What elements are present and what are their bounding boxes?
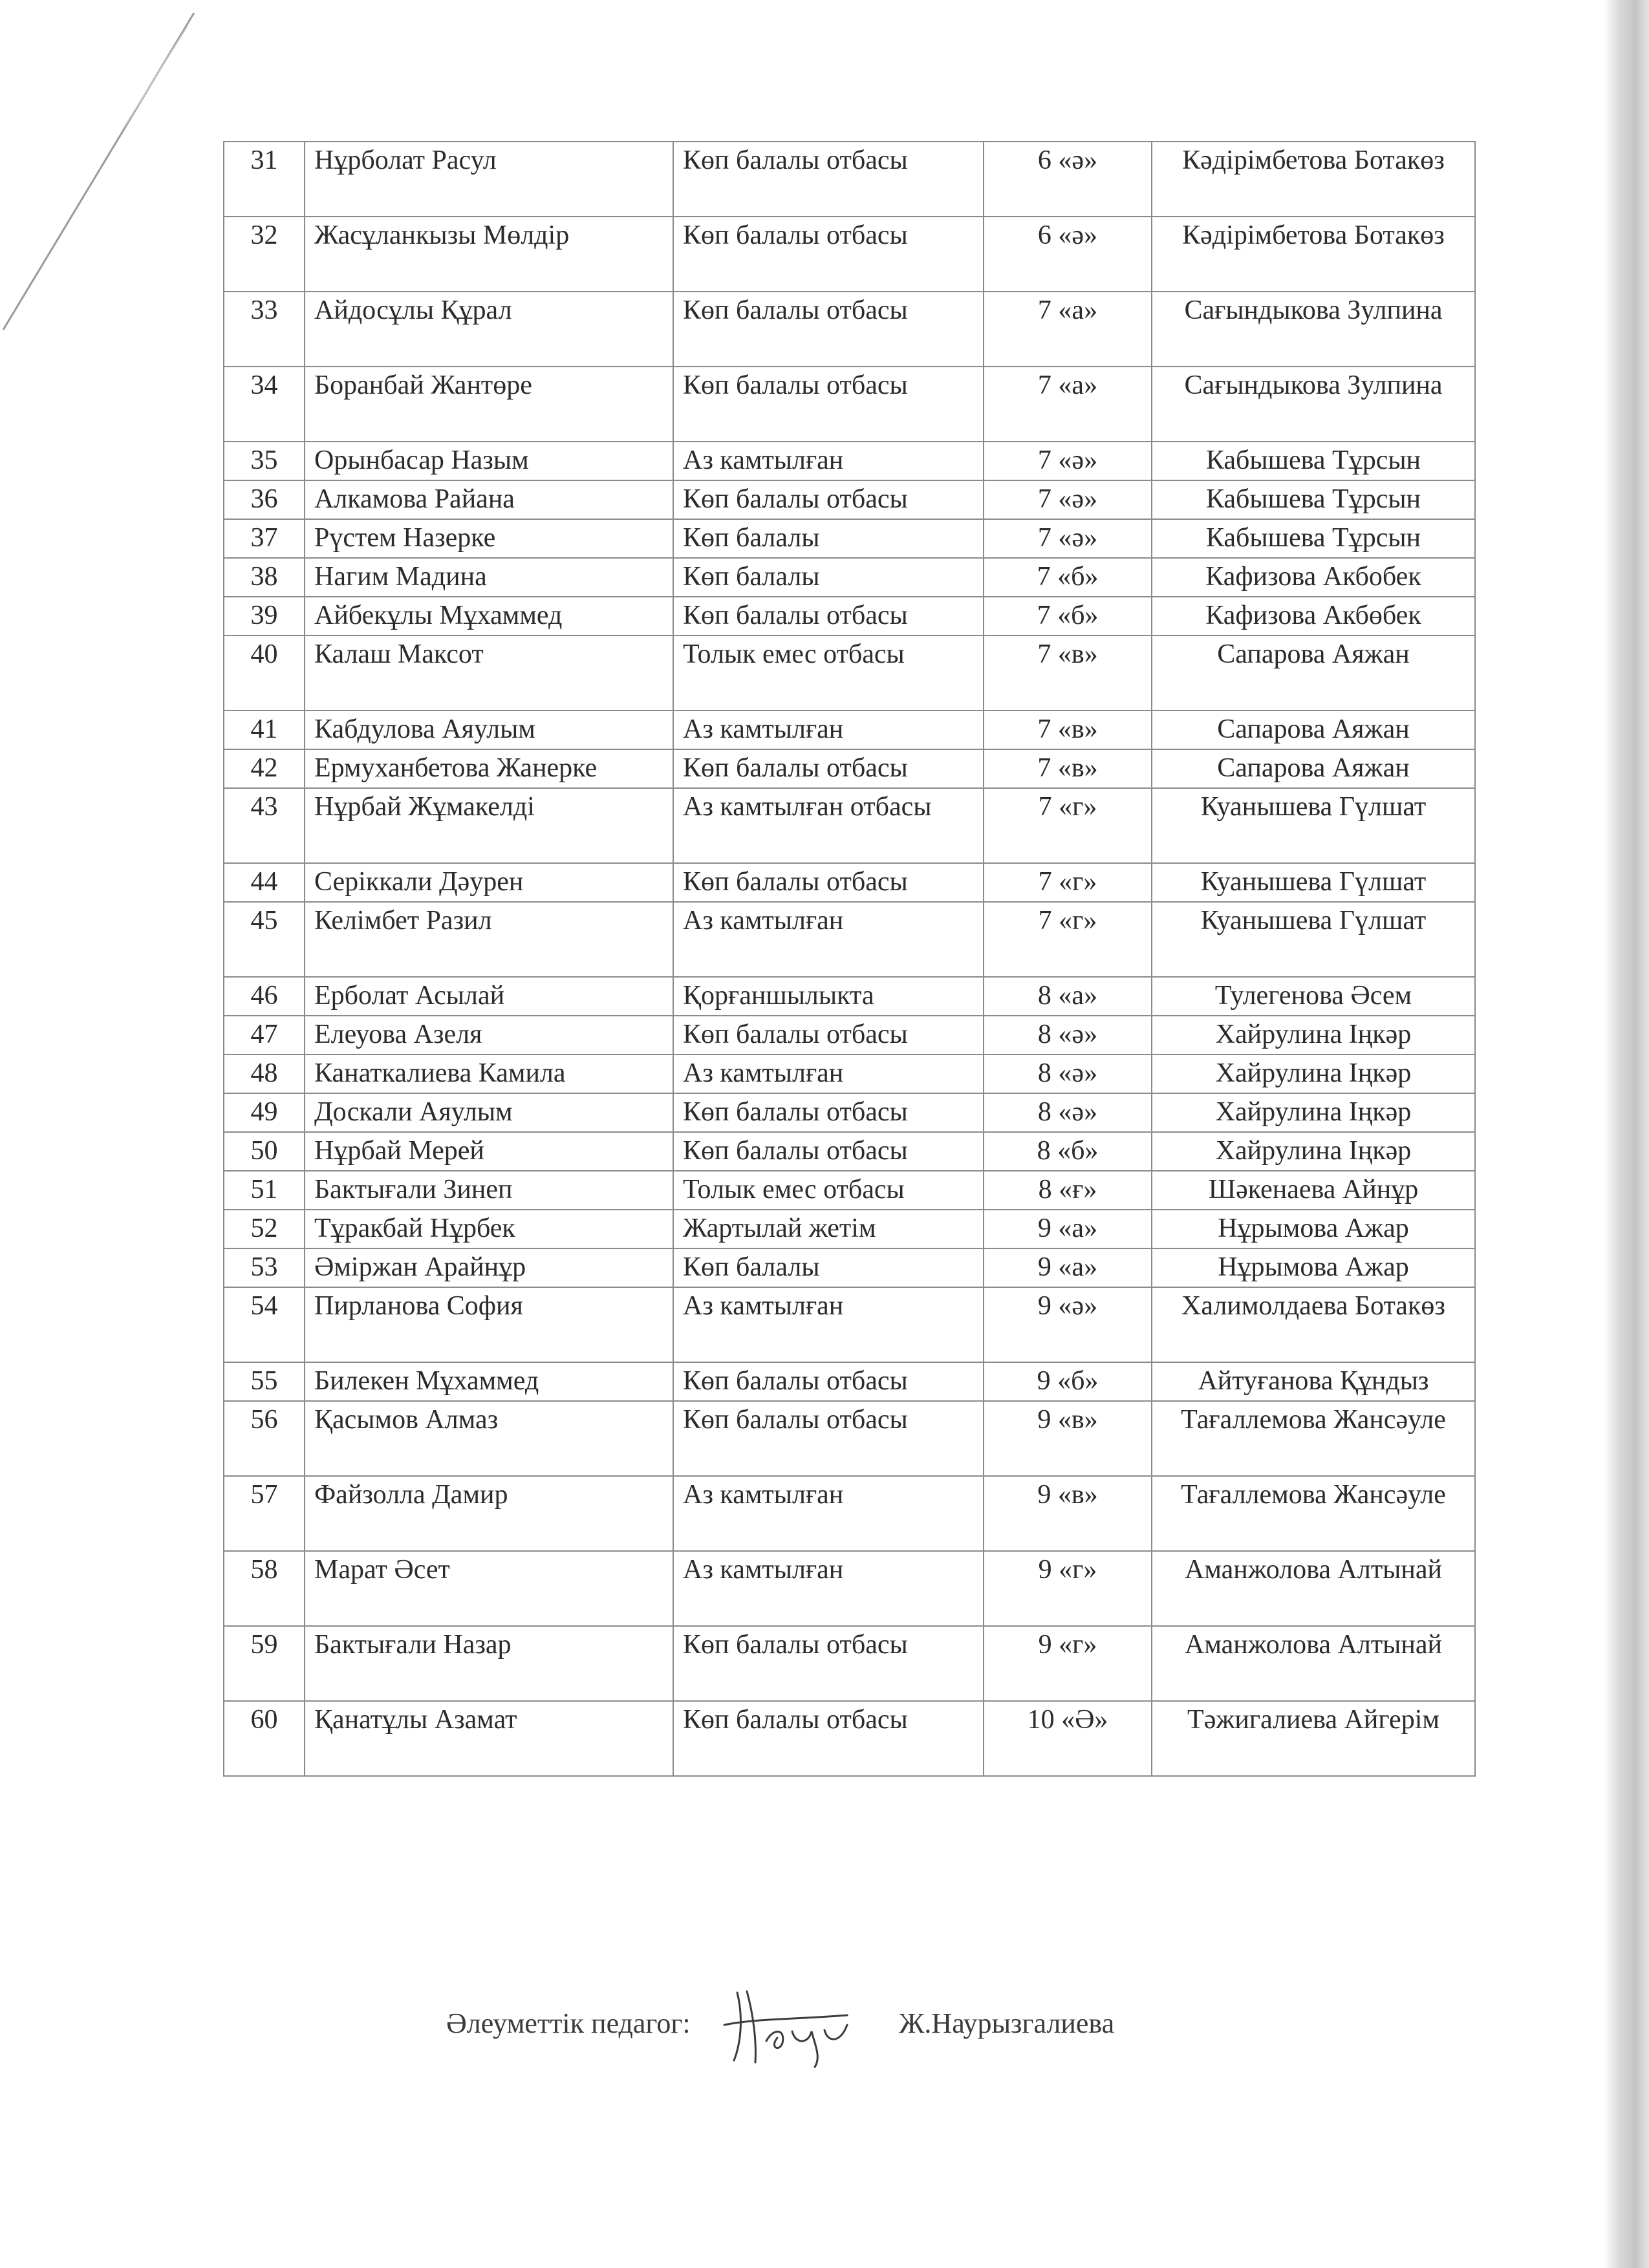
- family-status: Көп балалы отбасы: [673, 1362, 984, 1401]
- student-name: Пирланова София: [305, 1287, 673, 1362]
- class-grade: 7 «в»: [984, 711, 1152, 749]
- class-grade: 7 «г»: [984, 788, 1152, 863]
- table-row: [224, 902, 1475, 977]
- class-teacher: Куанышева Гүлшат: [1152, 863, 1475, 902]
- family-status: Көп балалы отбасы: [673, 1016, 984, 1054]
- students-table-body: [224, 142, 1475, 1776]
- class-teacher: Халимолдаева Ботакөз: [1152, 1287, 1475, 1362]
- row-number: 52: [224, 1210, 305, 1248]
- student-name: Қанатұлы Азамат: [305, 1701, 673, 1776]
- student-name: Әміржан Арайнұр: [305, 1248, 673, 1287]
- class-grade: 7 «ә»: [984, 442, 1152, 480]
- student-name: Файзолла Дамир: [305, 1476, 673, 1551]
- family-status: Көп балалы отбасы: [673, 749, 984, 788]
- table-row: [224, 1287, 1475, 1362]
- student-name: Кабдулова Аяулым: [305, 711, 673, 749]
- class-grade: 8 «а»: [984, 977, 1152, 1016]
- table-row: [224, 1701, 1475, 1776]
- class-teacher: Нұрымова Ажар: [1152, 1248, 1475, 1287]
- class-grade: 7 «в»: [984, 636, 1152, 711]
- class-grade: 9 «в»: [984, 1476, 1152, 1551]
- table-row: [224, 1626, 1475, 1701]
- family-status: Аз камтылған: [673, 442, 984, 480]
- row-number: 41: [224, 711, 305, 749]
- class-grade: 7 «б»: [984, 597, 1152, 636]
- class-grade: 8 «ғ»: [984, 1171, 1152, 1210]
- row-number: 47: [224, 1016, 305, 1054]
- row-number: 51: [224, 1171, 305, 1210]
- class-teacher: Куанышева Гүлшат: [1152, 902, 1475, 977]
- student-name: Алкамова Райана: [305, 480, 673, 519]
- table-row: [224, 442, 1475, 480]
- row-number: 36: [224, 480, 305, 519]
- class-teacher: Сапарова Аяжан: [1152, 711, 1475, 749]
- family-status: Қорғаншылыкта: [673, 977, 984, 1016]
- class-teacher: Тәжигалиева Айгерім: [1152, 1701, 1475, 1776]
- row-number: 49: [224, 1093, 305, 1132]
- table-row: [224, 1362, 1475, 1401]
- class-teacher: Тағаллемова Жансәуле: [1152, 1401, 1475, 1476]
- class-grade: 9 «в»: [984, 1401, 1152, 1476]
- table-row: [224, 1171, 1475, 1210]
- table-row: [224, 1016, 1475, 1054]
- footer-signature-block: [446, 1986, 1222, 2070]
- scan-artifact-line: [0, 0, 233, 336]
- table-row: [224, 1132, 1475, 1171]
- class-teacher: Нұрымова Ажар: [1152, 1210, 1475, 1248]
- class-grade: 9 «г»: [984, 1551, 1152, 1626]
- family-status: Аз камтылған: [673, 1054, 984, 1093]
- row-number: 31: [224, 142, 305, 217]
- class-teacher: Кәдірімбетова Ботакөз: [1152, 217, 1475, 292]
- table-row: [224, 292, 1475, 367]
- family-status: Аз камтылған: [673, 711, 984, 749]
- row-number: 57: [224, 1476, 305, 1551]
- family-status: Көп балалы отбасы: [673, 142, 984, 217]
- class-teacher: Аманжолова Алтынай: [1152, 1626, 1475, 1701]
- table-row: [224, 1401, 1475, 1476]
- table-row: [224, 597, 1475, 636]
- table-row: [224, 711, 1475, 749]
- table-row: [224, 1248, 1475, 1287]
- row-number: 48: [224, 1054, 305, 1093]
- family-status: Толык емес отбасы: [673, 1171, 984, 1210]
- table-row: [224, 1093, 1475, 1132]
- family-status: Аз камтылған: [673, 1476, 984, 1551]
- class-teacher: Сағындыкова Зулпина: [1152, 292, 1475, 367]
- table-row: [224, 1210, 1475, 1248]
- row-number: 53: [224, 1248, 305, 1287]
- class-grade: 7 «ә»: [984, 480, 1152, 519]
- student-name: Тұракбай Нұрбек: [305, 1210, 673, 1248]
- class-teacher: Кабышева Тұрсын: [1152, 519, 1475, 558]
- students-table: [223, 141, 1476, 1777]
- row-number: 32: [224, 217, 305, 292]
- student-name: Марат Әсет: [305, 1551, 673, 1626]
- class-teacher: Куанышева Гүлшат: [1152, 788, 1475, 863]
- row-number: 55: [224, 1362, 305, 1401]
- table-row: [224, 142, 1475, 217]
- class-teacher: Хайрулина Іңкәр: [1152, 1093, 1475, 1132]
- row-number: 46: [224, 977, 305, 1016]
- table-row: [224, 217, 1475, 292]
- table-row: [224, 977, 1475, 1016]
- class-teacher: Тулегенова Әсем: [1152, 977, 1475, 1016]
- student-name: Калаш Максот: [305, 636, 673, 711]
- class-teacher: Айтуғанова Құндыз: [1152, 1362, 1475, 1401]
- row-number: 58: [224, 1551, 305, 1626]
- class-grade: 8 «ә»: [984, 1093, 1152, 1132]
- class-teacher: Кафизова Акбөбек: [1152, 597, 1475, 636]
- family-status: Көп балалы отбасы: [673, 1401, 984, 1476]
- class-grade: 8 «б»: [984, 1132, 1152, 1171]
- class-teacher: Сағындыкова Зулпина: [1152, 367, 1475, 442]
- footer-name: Ж.Наурызгалиева: [899, 2007, 1115, 2039]
- table-row: [224, 863, 1475, 902]
- table-row: [224, 749, 1475, 788]
- row-number: 56: [224, 1401, 305, 1476]
- class-grade: 9 «ә»: [984, 1287, 1152, 1362]
- row-number: 34: [224, 367, 305, 442]
- family-status: Толык емес отбасы: [673, 636, 984, 711]
- class-grade: 7 «в»: [984, 749, 1152, 788]
- student-name: Боранбай Жантөре: [305, 367, 673, 442]
- class-teacher: Кабышева Тұрсын: [1152, 442, 1475, 480]
- family-status: Көп балалы отбасы: [673, 292, 984, 367]
- class-grade: 6 «ә»: [984, 142, 1152, 217]
- row-number: 54: [224, 1287, 305, 1362]
- class-teacher: Сапарова Аяжан: [1152, 636, 1475, 711]
- class-teacher: Аманжолова Алтынай: [1152, 1551, 1475, 1626]
- class-teacher: Кабышева Тұрсын: [1152, 480, 1475, 519]
- student-name: Орынбасар Назым: [305, 442, 673, 480]
- row-number: 39: [224, 597, 305, 636]
- student-name: Рүстем Назерке: [305, 519, 673, 558]
- class-grade: 7 «ә»: [984, 519, 1152, 558]
- table-row: [224, 519, 1475, 558]
- student-name: Билекен Мұхаммед: [305, 1362, 673, 1401]
- student-name: Ермуханбетова Жанерке: [305, 749, 673, 788]
- family-status: Көп балалы отбасы: [673, 367, 984, 442]
- family-status: Көп балалы отбасы: [673, 1626, 984, 1701]
- class-grade: 7 «г»: [984, 902, 1152, 977]
- family-status: Көп балалы отбасы: [673, 1132, 984, 1171]
- family-status: Аз камтылған: [673, 902, 984, 977]
- student-name: Доскали Аяулым: [305, 1093, 673, 1132]
- class-grade: 7 «г»: [984, 863, 1152, 902]
- footer-label: Әлеуметтік педагог:: [446, 2007, 691, 2039]
- class-teacher: Хайрулина Іңкәр: [1152, 1054, 1475, 1093]
- table-row: [224, 788, 1475, 863]
- class-teacher: Хайрулина Іңкәр: [1152, 1132, 1475, 1171]
- family-status: Көп балалы: [673, 558, 984, 597]
- row-number: 40: [224, 636, 305, 711]
- student-name: Қасымов Алмаз: [305, 1401, 673, 1476]
- class-teacher: Шәкенаева Айнұр: [1152, 1171, 1475, 1210]
- student-name: Канаткалиева Камила: [305, 1054, 673, 1093]
- family-status: Көп балалы отбасы: [673, 480, 984, 519]
- student-name: Айбекұлы Мұхаммед: [305, 597, 673, 636]
- row-number: 38: [224, 558, 305, 597]
- family-status: Көп балалы: [673, 519, 984, 558]
- class-teacher: Хайрулина Іңкәр: [1152, 1016, 1475, 1054]
- document-sheet: [223, 141, 1474, 1777]
- class-teacher: Тағаллемова Жансәуле: [1152, 1476, 1475, 1551]
- student-name: Нұрболат Расул: [305, 142, 673, 217]
- student-name: Бактығали Назар: [305, 1626, 673, 1701]
- class-grade: 10 «Ә»: [984, 1701, 1152, 1776]
- student-name: Келімбет Разил: [305, 902, 673, 977]
- class-teacher: Сапарова Аяжан: [1152, 749, 1475, 788]
- row-number: 60: [224, 1701, 305, 1776]
- family-status: Аз камтылған: [673, 1551, 984, 1626]
- row-number: 45: [224, 902, 305, 977]
- class-teacher: Кәдірімбетова Ботакөз: [1152, 142, 1475, 217]
- student-name: Ерболат Асылай: [305, 977, 673, 1016]
- family-status: Көп балалы отбасы: [673, 1701, 984, 1776]
- class-grade: 7 «а»: [984, 367, 1152, 442]
- class-grade: 9 «а»: [984, 1248, 1152, 1287]
- row-number: 43: [224, 788, 305, 863]
- row-number: 42: [224, 749, 305, 788]
- family-status: Көп балалы отбасы: [673, 1093, 984, 1132]
- family-status: Көп балалы отбасы: [673, 597, 984, 636]
- row-number: 37: [224, 519, 305, 558]
- table-row: [224, 636, 1475, 711]
- family-status: Көп балалы отбасы: [673, 863, 984, 902]
- class-grade: 8 «ә»: [984, 1016, 1152, 1054]
- table-row: [224, 1476, 1475, 1551]
- class-teacher: Кафизова Акбобек: [1152, 558, 1475, 597]
- student-name: Нагим Мадина: [305, 558, 673, 597]
- scan-edge-shadow: [1604, 0, 1649, 2268]
- family-status: Аз камтылған: [673, 1287, 984, 1362]
- row-number: 35: [224, 442, 305, 480]
- row-number: 59: [224, 1626, 305, 1701]
- class-grade: 9 «а»: [984, 1210, 1152, 1248]
- row-number: 33: [224, 292, 305, 367]
- family-status: Көп балалы: [673, 1248, 984, 1287]
- student-name: Нұрбай Жұмакелді: [305, 788, 673, 863]
- student-name: Елеуова Азеля: [305, 1016, 673, 1054]
- family-status: Көп балалы отбасы: [673, 217, 984, 292]
- student-name: Жасұланкызы Мөлдір: [305, 217, 673, 292]
- table-row: [224, 558, 1475, 597]
- row-number: 50: [224, 1132, 305, 1171]
- class-grade: 7 «б»: [984, 558, 1152, 597]
- student-name: Айдосұлы Құрал: [305, 292, 673, 367]
- class-grade: 9 «б»: [984, 1362, 1152, 1401]
- class-grade: 6 «ә»: [984, 217, 1152, 292]
- student-name: Бактығали Зинеп: [305, 1171, 673, 1210]
- family-status: Аз камтылған отбасы: [673, 788, 984, 863]
- table-row: [224, 1054, 1475, 1093]
- class-grade: 8 «ә»: [984, 1054, 1152, 1093]
- table-row: [224, 480, 1475, 519]
- table-row: [224, 1551, 1475, 1626]
- student-name: Серіккали Дәурен: [305, 863, 673, 902]
- family-status: Жартылай жетім: [673, 1210, 984, 1248]
- table-row: [224, 367, 1475, 442]
- handwritten-signature: [718, 1980, 860, 2070]
- class-grade: 7 «а»: [984, 292, 1152, 367]
- student-name: Нұрбай Мерей: [305, 1132, 673, 1171]
- row-number: 44: [224, 863, 305, 902]
- class-grade: 9 «г»: [984, 1626, 1152, 1701]
